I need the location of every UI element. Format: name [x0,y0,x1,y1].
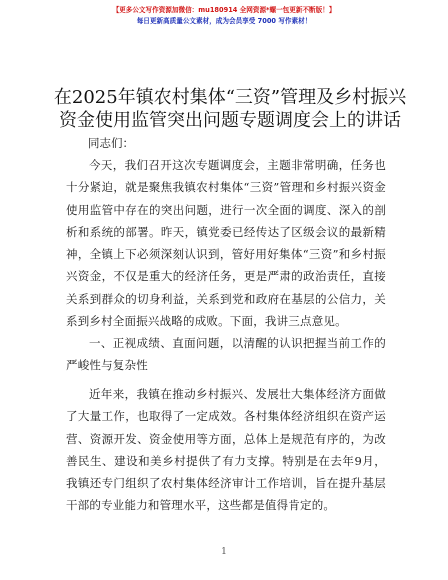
document-title-line-1: 在2025年镇农村集体“三资”管理及乡村振兴 [53,87,407,108]
body-paragraph-1: 今天，我们召开这次专题调度会，主题非常明确，任务也十分紧迫，就是聚焦我镇农村集体“三资”管理和乡村振兴资金使用监管中存在的突出问题，进行一次全面的调度、深入的剖析和系统的部署。昨天，镇党委已经传达了区级会议的最新精神，全镇上下必须深刻认识到，管好用好集体“三资”和乡村振兴资金，不仅是重大的经济任务，更是严肃的政治责任，直接关系到群众的切身利益，关系到党和政府在基层的公信力，关系到乡村全面振兴战略的成败。下面，我讲三点意见。 [66,158,386,329]
greeting: 同志们： [88,136,134,150]
promo-banner-line-2: 每日更新高质量公文素材，成为会员享受 7000 写作素材！ [136,17,312,25]
section-heading-1: 一、正视成绩、直面问题，以清醒的认识把握当前工作的严峻性与复杂性 [66,336,386,373]
promo-banner-line-1: 【更多公文写作资源加微信：mu180914 全网资源*螺一包更新不断版！】 [112,6,336,14]
body-paragraph-2: 近年来，我镇在推动乡村振兴、发展壮大集体经济方面做了大量工作，也取得了一定成效。各村集体经济组织在资产运营、资源开发、资金使用等方面，总体上是规范有序的，为改善民生、建设和美乡村提供了有力支撑。特别是在去年9月，我镇还专门组织了农村集体经济审计工作培训，旨在提升基层干部的专业能力和管理水平，这些都是值得肯定的。 [66,387,386,513]
page-number: 1 [221,547,227,557]
document-title-line-2: 资金使用监管突出问题专题调度会上的讲话 [59,110,401,131]
